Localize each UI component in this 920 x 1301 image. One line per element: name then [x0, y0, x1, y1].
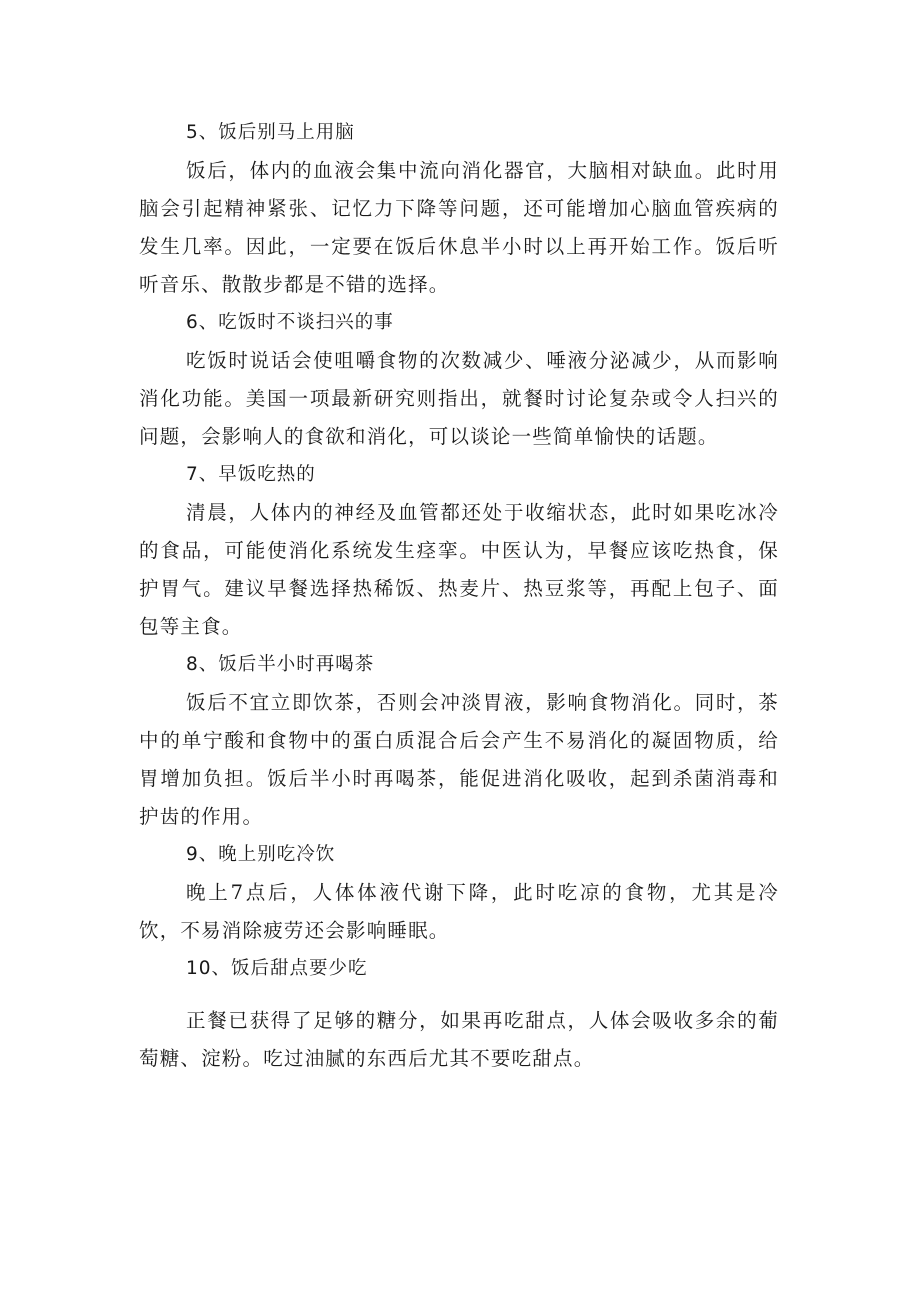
section-heading-5: 5、饭后别马上用脑	[186, 122, 355, 143]
section-heading-6: 6、吃饭时不谈扫兴的事	[186, 312, 394, 333]
spacer	[139, 988, 779, 1002]
document-body	[139, 114, 779, 1078]
section-heading-7: 7、早饭吃热的	[186, 464, 316, 485]
section-body-10: 正餐已获得了足够的糖分，如果再吃甜点，人体会吸收多余的葡萄糖、淀粉。吃过油腻的东西后尤其不要吃甜点。	[139, 1009, 779, 1070]
section-body-7: 清晨，人体内的神经及血管都还处于收缩状态，此时如果吃冰冷的食品，可能使消化系统发生痉挛。中医认为，早餐应该吃热食，保护胃气。建议早餐选择热稀饭、热麦片、热豆浆等，再配上包子、面包等主食。	[139, 501, 779, 638]
section-heading-9: 9、晚上别吃冷饮	[186, 844, 336, 865]
section-body-9: 晚上7点后，人体体液代谢下降，此时吃凉的食物，尤其是冷饮，不易消除疲劳还会影响睡眠。	[139, 881, 779, 942]
section-body-8: 饭后不宜立即饮茶，否则会冲淡胃液，影响食物消化。同时，茶中的单宁酸和食物中的蛋白质混合后会产生不易消化的凝固物质，给胃增加负担。饭后半小时再喝茶，能促进消化吸收，起到杀菌消毒和护齿的作用。	[139, 691, 779, 828]
section-body-5: 饭后，体内的血液会集中流向消化器官，大脑相对缺血。此时用脑会引起精神紧张、记忆力下降等问题，还可能增加心脑血管疾病的发生几率。因此，一定要在饭后休息半小时以上再开始工作。饭后听听音乐、散散步都是不错的选择。	[139, 159, 779, 296]
section-body-6: 吃饭时说话会使咀嚼食物的次数减少、唾液分泌减少，从而影响消化功能。美国一项最新研究则指出，就餐时讨论复杂或令人扫兴的问题，会影响人的食欲和消化，可以谈论一些简单愉快的话题。	[139, 349, 779, 448]
section-heading-8: 8、饭后半小时再喝茶	[186, 654, 375, 675]
section-heading-10: 10、饭后甜点要少吃	[186, 958, 368, 979]
